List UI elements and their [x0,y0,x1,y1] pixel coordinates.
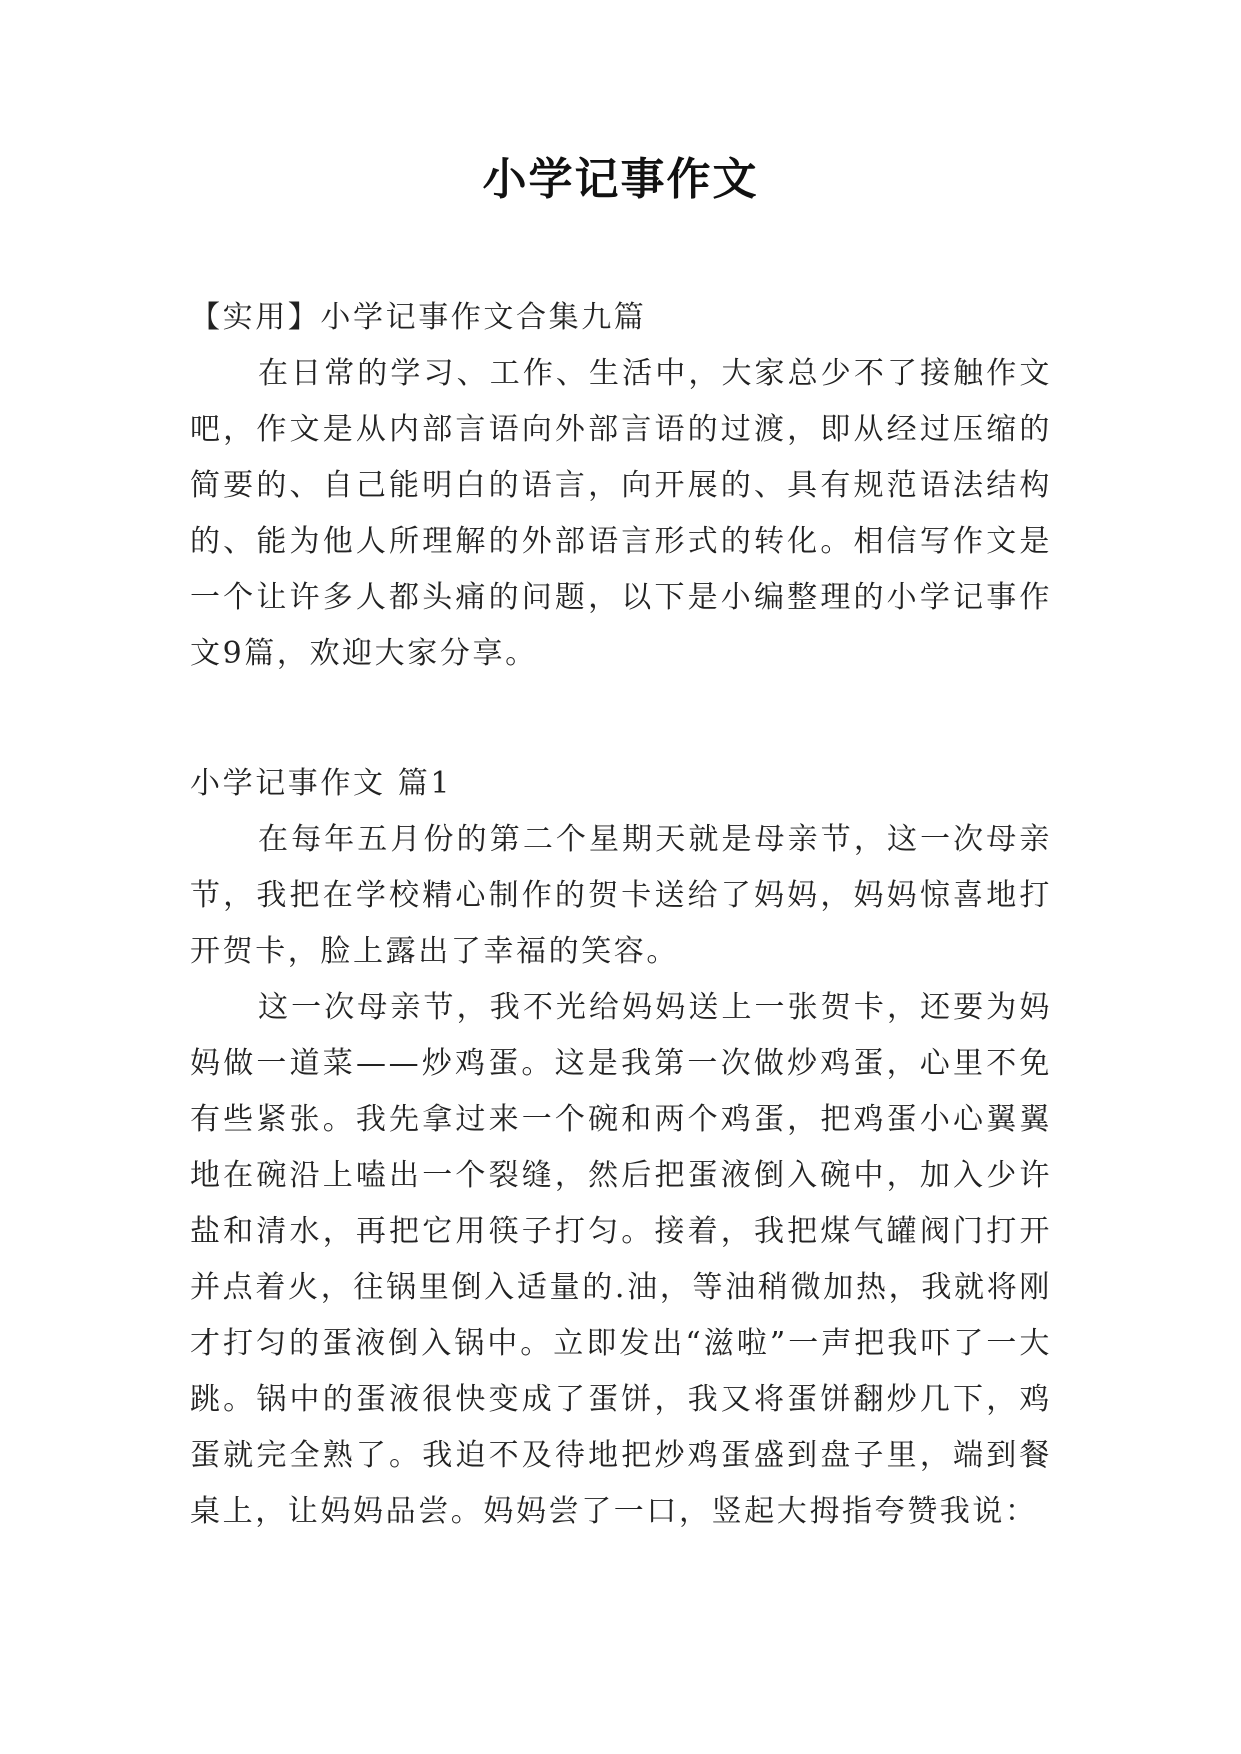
document-subtitle: 【实用】小学记事作文合集九篇 [190,300,647,335]
section-heading: 小学记事作文 篇1 [190,766,453,801]
body-paragraph: 在每年五月份的第二个星期天就是母亲节，这一次母亲节，我把在学校精心制作的贺卡送给了妈妈，妈妈惊喜地打开贺卡，脸上露出了幸福的笑容。 [190,822,1052,969]
intro-paragraph: 在日常的学习、工作、生活中，大家总少不了接触作文吧，作文是从内部言语向外部言语的过渡，即从经过压缩的简要的、自己能明白的语言，向开展的、具有规范语法结构的、能为他人所理解的外部语言形式的转化。相信写作文是一个让许多人都头痛的问题，以下是小编整理的小学记事作文9篇，欢迎大家分享。 [190,356,1052,671]
body-paragraph: 这一次母亲节，我不光给妈妈送上一张贺卡，还要为妈妈做一道菜——炒鸡蛋。这是我第一次做炒鸡蛋，心里不免有些紧张。我先拿过来一个碗和两个鸡蛋，把鸡蛋小心翼翼地在碗沿上嗑出一个裂缝，然后把蛋液倒入碗中，加入少许盐和清水，再把它用筷子打匀。接着，我把煤气罐阀门打开并点着火，往锅里倒入适量的.油，等油稍微加热，我就将刚才打匀的蛋液倒入锅中。立即发出“滋啦”一声把我吓了一大跳。锅中的蛋液很快变成了蛋饼，我又将蛋饼翻炒几下，鸡蛋就完全熟了。我迫不及待地把炒鸡蛋盛到盘子里，端到餐桌上，让妈妈品尝。妈妈尝了一口，竖起大拇指夸赞我说： [190,990,1052,1529]
document-title: 小学记事作文 [482,154,759,205]
